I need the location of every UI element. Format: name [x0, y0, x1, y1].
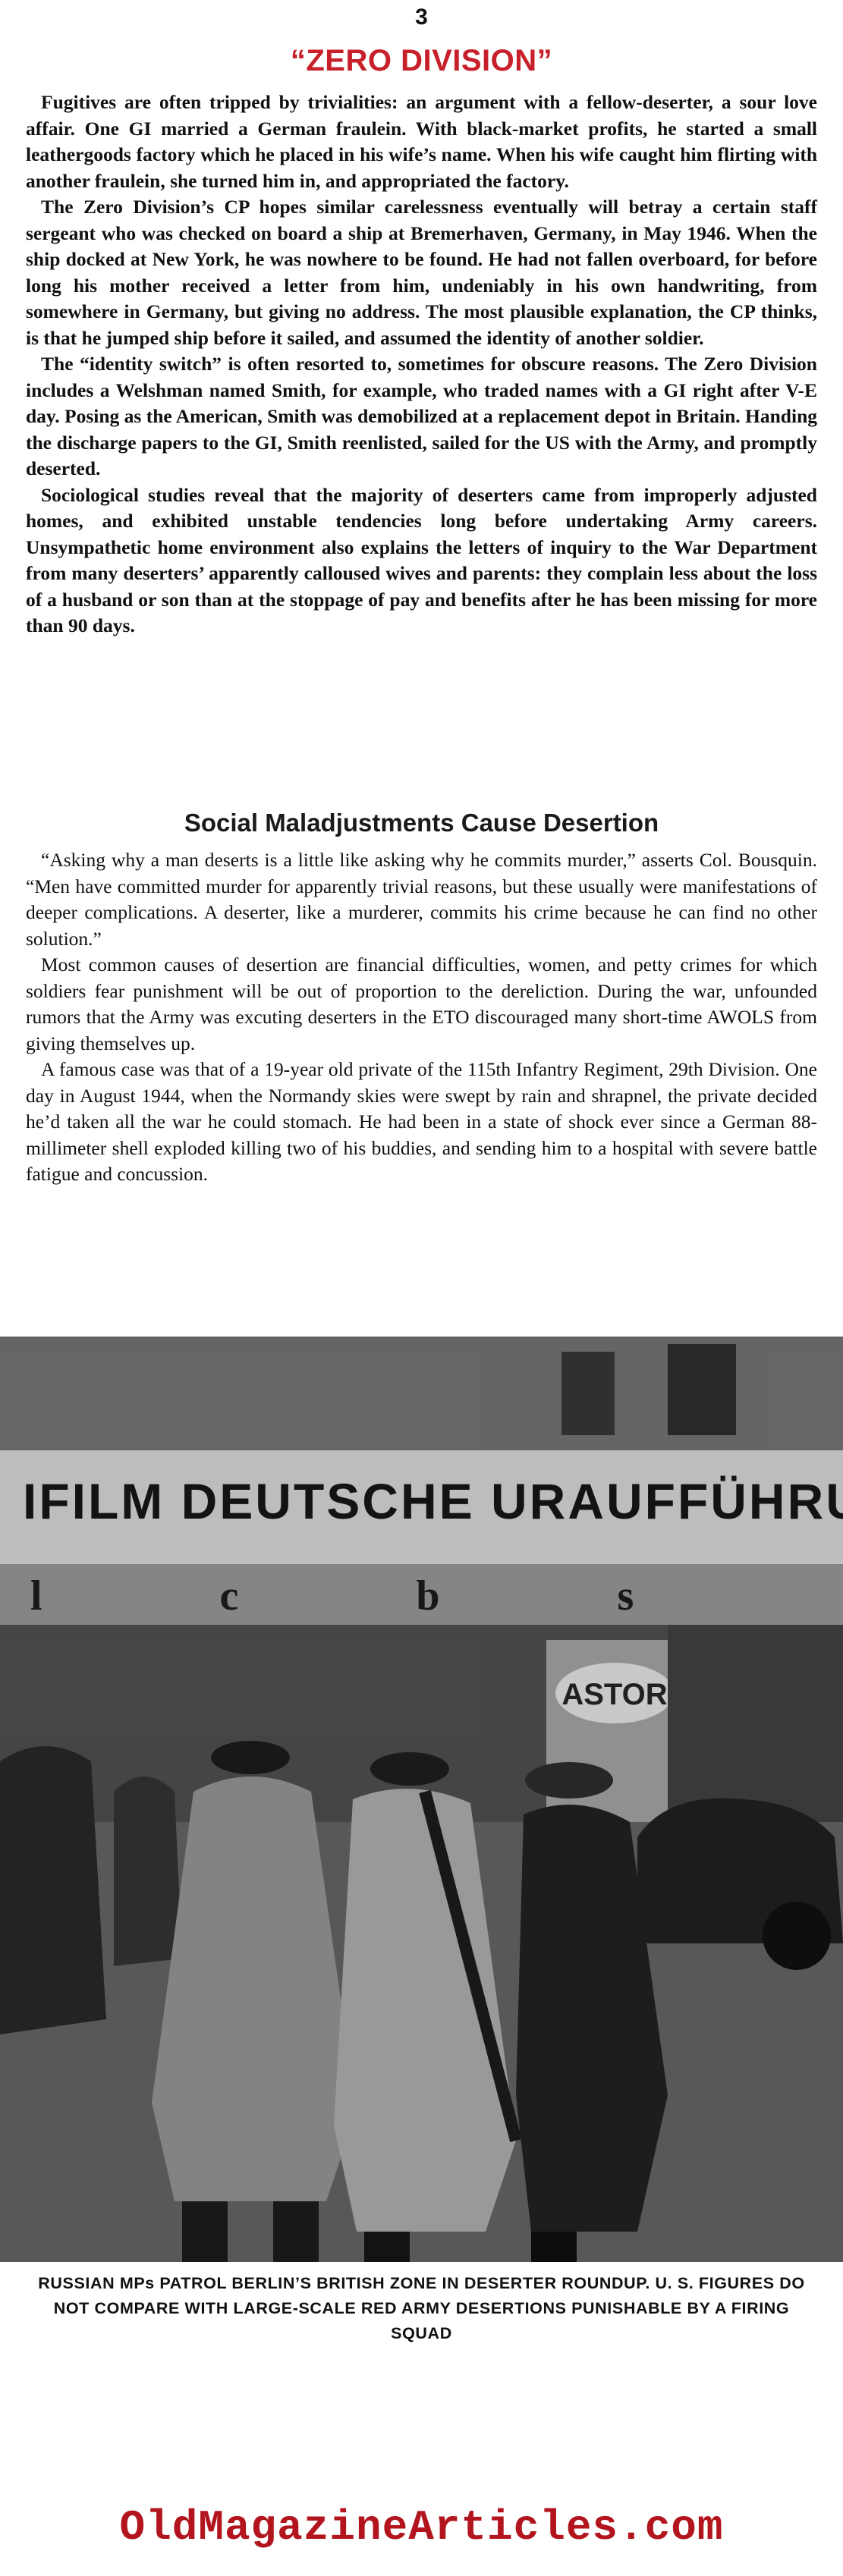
photo-grain — [0, 1337, 843, 2262]
site-watermark[interactable]: OldMagazineArticles.com — [119, 2503, 724, 2552]
article-body-section-two — [26, 847, 817, 1188]
paragraph: A famous case was that of a 19-year old private of the 115th Infantry Regiment, 29th Division. One day in August 1944, when the Normandy skies were swept by rain and shrapnel, the private decided he’d taken all the war he could stomach. He had been in a state of shock ever since a German 88-millimeter shell exploded killing two of his buddies, and sending him to a hospital with severe battle fatigue and concussion. — [26, 1058, 817, 1185]
news-photo — [0, 1337, 843, 2262]
article-body-section-one — [26, 90, 817, 639]
photo-illustration — [0, 1337, 843, 2262]
paragraph: The Zero Division’s CP hopes similar carelessness eventually will betray a certain staff sergeant who was checked on board a ship at Bremerhaven, Germany, in May 1946. When the ship docked at New York, he was nowhere to be found. He had not fallen overboard, for before long his mother received a letter from him, undeniably in his own handwriting, from somewhere in Germany, but giving no address. The most plausible explanation, the CP thinks, is that he jumped ship before it sailed, and assumed the identity of another soldier. — [26, 196, 817, 349]
paragraph: The “identity switch” is often resorted to, sometimes for obscure reasons. The Zero Division includes a Welshman named Smith, for example, who traded names with a GI right after V-E day. Posing as the American, Smith was demobilized at a replacement depot in Britain. Handing the discharge papers to the GI, Smith reenlisted, sailed for the US with the Army, and promptly deserted. — [26, 353, 817, 479]
paragraph: Sociological studies reveal that the majority of deserters came from improperly adjusted homes, and exhibited unstable tendencies long before undertaking Army careers. Unsympathetic home environment also explains the letters of inquiry to the War Department from many deserters’ apparently calloused wives and parents: they complain less about the loss of a husband or son than at the stoppage of pay and benefits after he has been missing for more than 90 days. — [26, 483, 817, 636]
page-number: 3 — [415, 5, 428, 30]
paragraph: Most common causes of desertion are financial difficulties, women, and petty crimes for which soldiers fear punishment will be out of proportion to the dereliction. During the war, unfounded rumors that the Army was excuting deserters in the ETO discouraged many short-time AWOLS from giving themselves up. — [26, 953, 817, 1054]
photo-caption: RUSSIAN MPs PATROL BERLIN’S BRITISH ZONE IN DESERTER ROUNDUP. U. S. FIGURES DO NOT COMPARE WITH LARGE-SCALE RED ARMY DESERTIONS PUNISHABLE BY A FIRING SQUAD — [38, 2274, 805, 2342]
paragraph: Fugitives are often tripped by trivialities: an argument with a fellow-deserter, a sour love affair. One GI married a German fraulein. With black-market profits, he started a small leathergoods factory which he placed in his wife’s name. When his wife caught him flirting with another fraulein, she turned him in, and appropriated the factory. — [26, 91, 817, 192]
section-heading: Social Maladjustments Cause Desertion — [184, 809, 659, 837]
paragraph: “Asking why a man deserts is a little like asking why he commits murder,” asserts Col. Bousquin. “Men have committed murder for apparently trivial reasons, but these usually were manifestations of deeper complications. A deserter, like a murderer, commits his crime because he can find no other solution.” — [26, 849, 817, 950]
article-title: “ZERO DIVISION” — [290, 44, 553, 77]
